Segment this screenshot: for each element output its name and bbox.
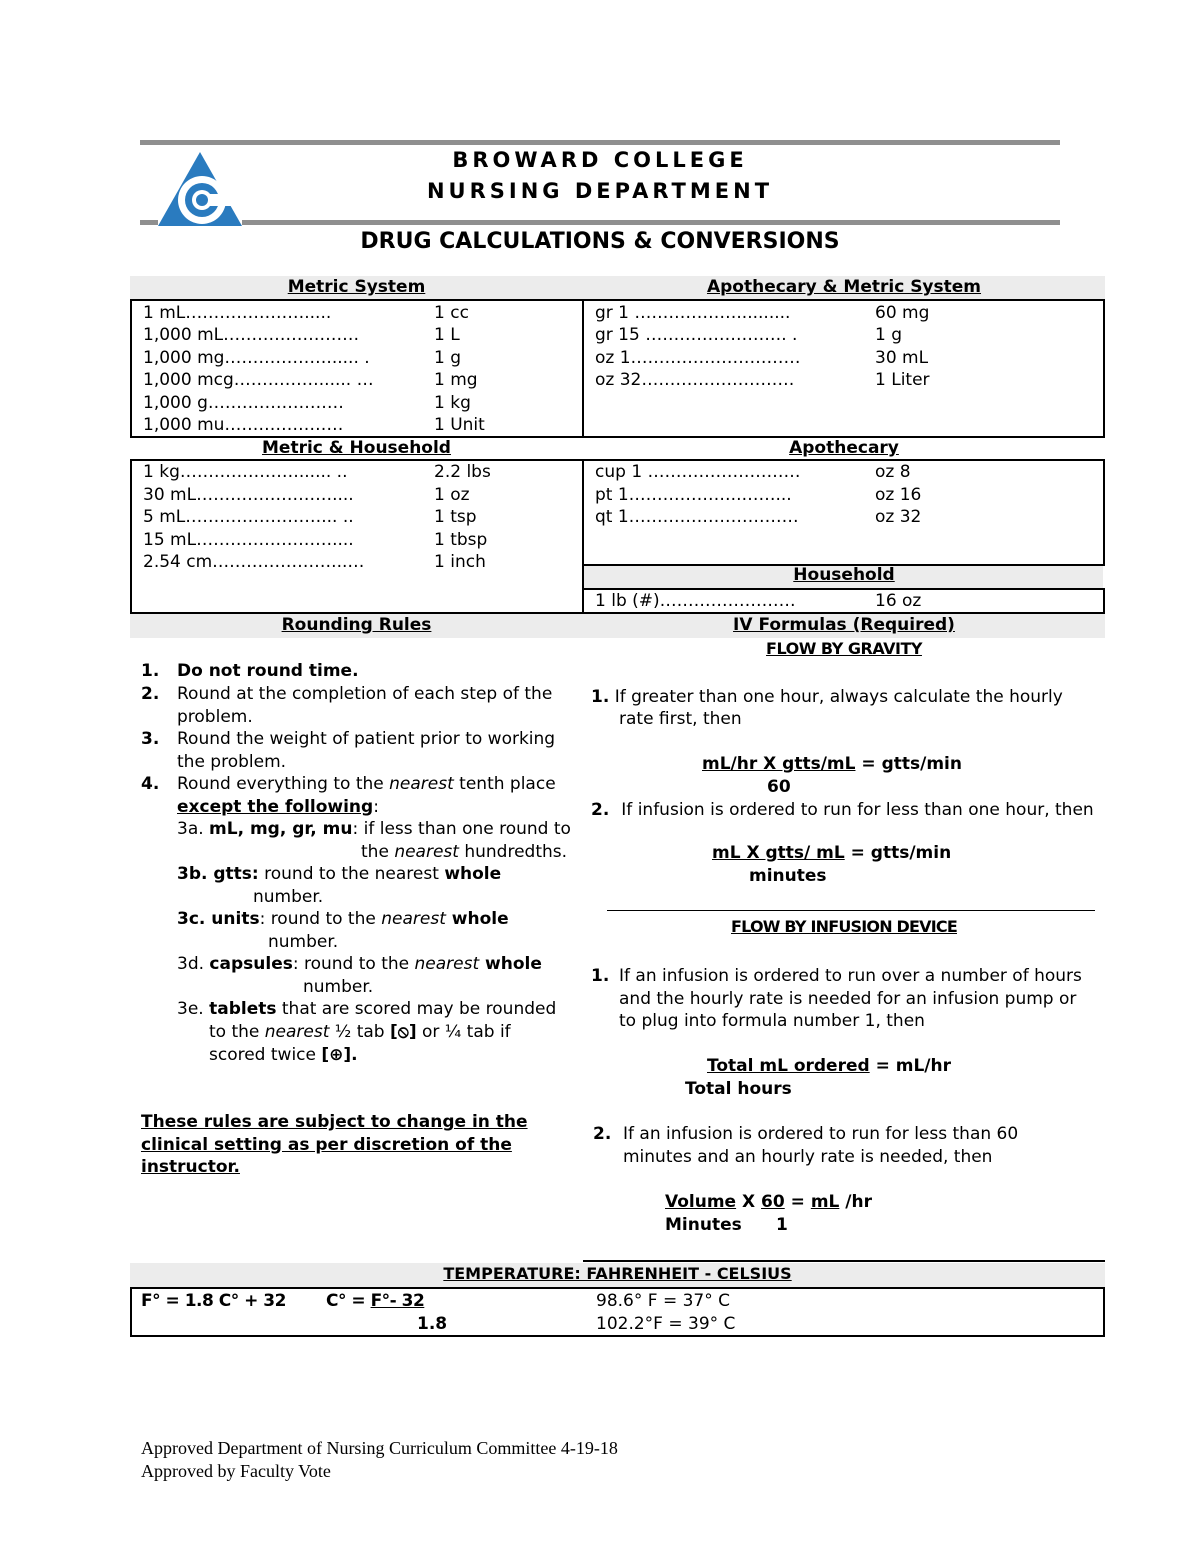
rule-3d-cont: number. bbox=[303, 977, 374, 997]
gravity-step-1-cont: rate first, then bbox=[619, 709, 742, 729]
bottom-rule-right bbox=[242, 220, 1060, 225]
rule-3e-cont: to the nearest ½ tab [⦸] or ¼ tab if scored twice [⊕]. bbox=[209, 1022, 511, 1065]
rule-1: Do not round time. bbox=[177, 661, 359, 681]
formula-1-denominator: 60 bbox=[767, 777, 791, 797]
formula-2-denominator: minutes bbox=[749, 866, 827, 886]
temperature-heading: TEMPERATURE: FAHRENHEIT - CELSIUS bbox=[443, 1264, 792, 1283]
rule-number: 1. bbox=[141, 661, 160, 681]
household-heading: Household bbox=[793, 565, 895, 585]
rule-2: Round at the completion of each step of the problem. bbox=[177, 684, 553, 727]
rule-3c-cont: number. bbox=[268, 932, 339, 952]
formula-3-denominator: Total hours bbox=[685, 1079, 792, 1099]
rule-3a: 3a. mL, mg, gr, mu: if less than one round to bbox=[177, 819, 571, 839]
footer-approval-vote: Approved by Faculty Vote bbox=[141, 1461, 331, 1481]
rule-3a-cont: the nearest hundredths. bbox=[361, 842, 568, 862]
department-name: NURSING DEPARTMENT bbox=[426, 179, 774, 203]
rule-3c: 3c. units: round to the nearest whole bbox=[177, 909, 509, 929]
metric-household-heading: Metric & Household bbox=[262, 438, 451, 458]
metric-divider bbox=[582, 299, 584, 438]
device-step-1: If an infusion is ordered to run over a number of hours and the hourly rate is needed for an infusion pump or to plug into formula number 1, then bbox=[619, 966, 1082, 1031]
temp-example-2: 102.2°F = 39° C bbox=[596, 1314, 736, 1334]
page-title: DRUG CALCULATIONS & CONVERSIONS bbox=[360, 229, 840, 254]
gravity-heading: FLOW BY GRAVITY bbox=[766, 639, 922, 658]
device-step-2: If an infusion is ordered to run for less than 60 minutes and an hourly rate is needed, then bbox=[623, 1124, 1019, 1167]
device-heading: FLOW BY INFUSION DEVICE bbox=[731, 917, 957, 936]
rule-3e: 3e. tablets that are scored may be rounded bbox=[177, 999, 557, 1019]
rules-disclaimer: These rules are subject to change in the clinical setting as per discretion of the instructor. bbox=[141, 1112, 528, 1177]
temp-top-rule bbox=[583, 1260, 1105, 1262]
iv-heading: IV Formulas (Required) bbox=[733, 615, 955, 635]
footer-approval-committee: Approved Department of Nursing Curriculum Committee 4-19-18 bbox=[141, 1438, 618, 1458]
fahrenheit-formula: F° = 1.8 C° + 32 bbox=[141, 1291, 286, 1311]
celsius-formula: C° = F°- 32 bbox=[326, 1291, 425, 1311]
rule-3b-cont: number. bbox=[253, 887, 324, 907]
temp-example-1: 98.6° F = 37° C bbox=[596, 1291, 730, 1311]
rule-3d: 3d. capsules: round to the nearest whole bbox=[177, 954, 542, 974]
device-step-2-number: 2. bbox=[593, 1124, 612, 1144]
section-divider bbox=[607, 910, 1095, 911]
rule-3b: 3b. gtts: round to the nearest whole bbox=[177, 864, 502, 884]
formula-4-denominator: Minutes 1 bbox=[665, 1215, 788, 1235]
rule-number: 2. bbox=[141, 684, 160, 704]
rounding-heading: Rounding Rules bbox=[281, 615, 432, 635]
apoth-metric-heading: Apothecary & Metric System bbox=[706, 277, 982, 297]
rule-4: Round everything to the nearest tenth place except the following: bbox=[177, 774, 556, 817]
celsius-denominator: 1.8 bbox=[417, 1314, 448, 1334]
metric-heading: Metric System bbox=[287, 277, 426, 297]
formula-1: mL/hr X gtts/mL = gtts/min bbox=[702, 754, 962, 774]
device-step-1-number: 1. bbox=[591, 966, 610, 986]
formula-3: Total mL ordered = mL/hr bbox=[707, 1056, 951, 1076]
college-name: BROWARD COLLEGE bbox=[452, 148, 748, 172]
rule-number: 4. bbox=[141, 774, 160, 794]
rule-number: 3. bbox=[141, 729, 160, 749]
gravity-step-2: 2. If infusion is ordered to run for less than one hour, then bbox=[591, 800, 1094, 820]
top-rule bbox=[140, 140, 1060, 145]
gravity-step-1: 1. If greater than one hour, always calculate the hourly bbox=[591, 687, 1063, 707]
formula-4: Volume X 60 = mL /hr bbox=[665, 1192, 872, 1212]
formula-2: mL X gtts/ mL = gtts/min bbox=[712, 843, 952, 863]
rule-3: Round the weight of patient prior to working the problem. bbox=[177, 729, 556, 772]
apothecary-heading: Apothecary bbox=[789, 438, 899, 458]
